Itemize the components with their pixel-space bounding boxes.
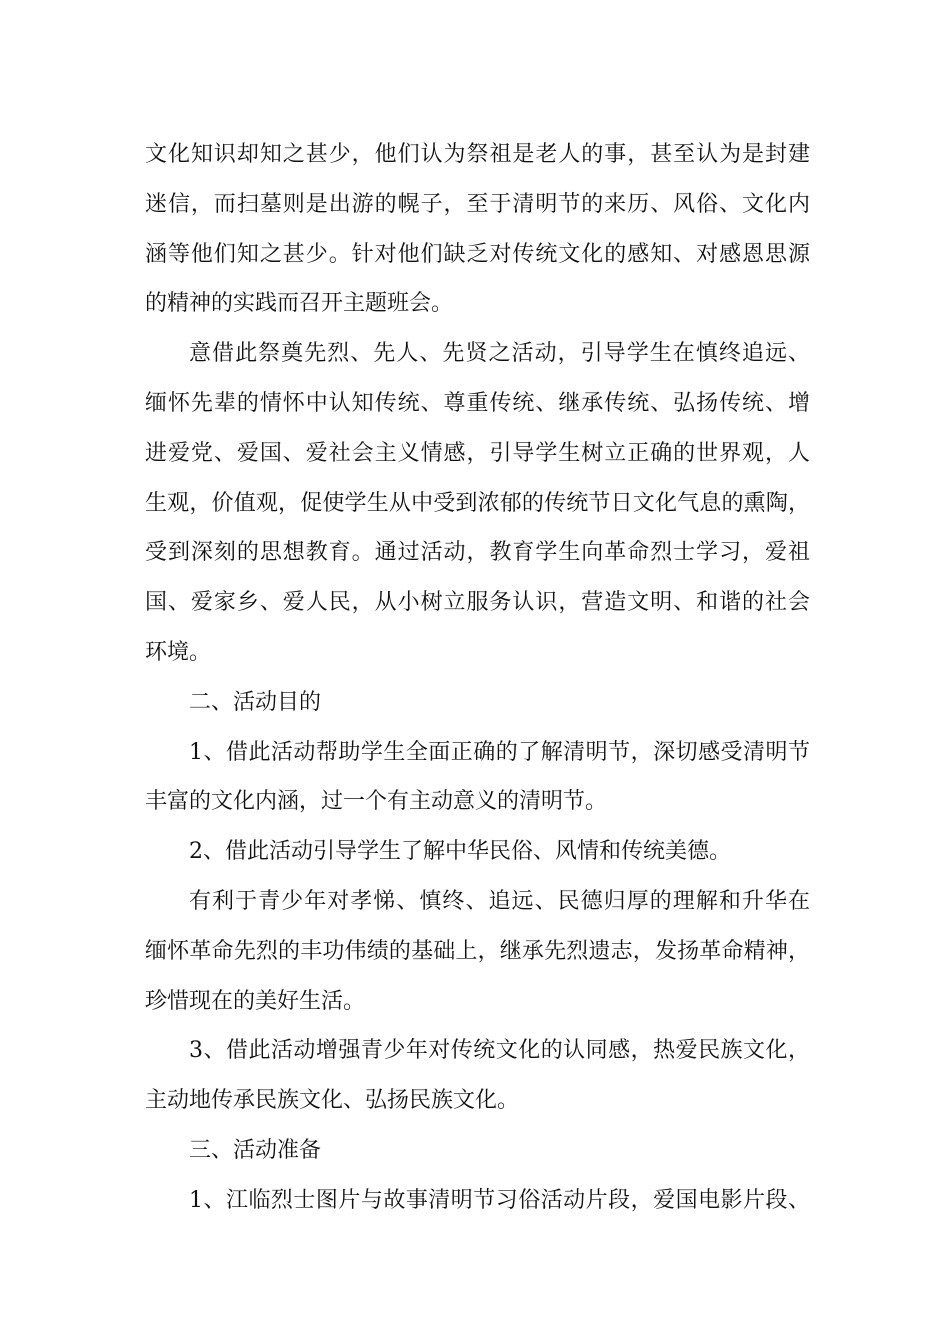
text-line: 的精神的实践而召开主题班会。	[145, 291, 454, 317]
paragraph-h3	[145, 1126, 810, 1176]
text-line: 二、活动目的	[189, 689, 322, 715]
text-line: 缅怀革命先烈的丰功伟绩的基础上，继承先烈遗志，发扬革命精神，	[145, 938, 810, 964]
text-line: 进爱党、爱国、爱社会主义情感，引导学生树立正确的世界观，人	[145, 440, 810, 466]
text-line: 丰富的文化内涵，过一个有主动意义的清明节。	[145, 789, 608, 815]
document-body	[145, 130, 810, 1226]
paragraph-p3	[145, 728, 810, 828]
text-line: 缅怀先辈的情怀中认知传统、尊重传统、继承传统、弘扬传统、增	[145, 390, 810, 416]
text-line: 三、活动准备	[189, 1137, 322, 1163]
paragraph-p5	[145, 877, 810, 1026]
text-line: 珍惜现在的美好生活。	[145, 988, 366, 1014]
text-line: 国、爱家乡、爱人民，从小树立服务认识，营造文明、和谐的社会	[145, 590, 810, 616]
paragraph-p2	[145, 329, 810, 678]
text-line: 3、借此活动增强青少年对传统文化的认同感，热爱民族文化，	[189, 1038, 810, 1064]
text-line: 1、江临烈士图片与故事清明节习俗活动片段，爱国电影片段、	[189, 1187, 810, 1213]
paragraph-p6	[145, 1026, 810, 1126]
paragraph-h2	[145, 678, 810, 728]
paragraph-p7	[145, 1176, 810, 1226]
text-line: 主动地传承民族文化、弘扬民族文化。	[145, 1088, 520, 1114]
text-line: 受到深刻的思想教育。通过活动，教育学生向革命烈士学习，爱祖	[145, 540, 810, 566]
text-line: 1、借此活动帮助学生全面正确的了解清明节，深切感受清明节	[189, 739, 810, 765]
text-line: 涵等他们知之甚少。针对他们缺乏对传统文化的感知、对感恩思源	[145, 241, 810, 267]
text-line: 意借此祭奠先烈、先人、先贤之活动，引导学生在慎终追远、	[189, 341, 810, 367]
paragraph-p4	[145, 827, 810, 877]
text-line: 2、借此活动引导学生了解中华民俗、风情和传统美德。	[189, 839, 731, 865]
text-line: 有利于青少年对孝悌、慎终、追远、民德归厚的理解和升华在	[189, 888, 810, 914]
text-line: 文化知识却知之甚少，他们认为祭祖是老人的事，甚至认为是封建	[145, 142, 810, 167]
text-line: 迷信，而扫墓则是出游的幌子，至于清明节的来历、风俗、文化内	[145, 191, 810, 217]
paragraph-p1	[145, 130, 810, 329]
text-line: 环境。	[145, 639, 212, 665]
text-line: 生观，价值观，促使学生从中受到浓郁的传统节日文化气息的熏陶，	[145, 490, 810, 516]
